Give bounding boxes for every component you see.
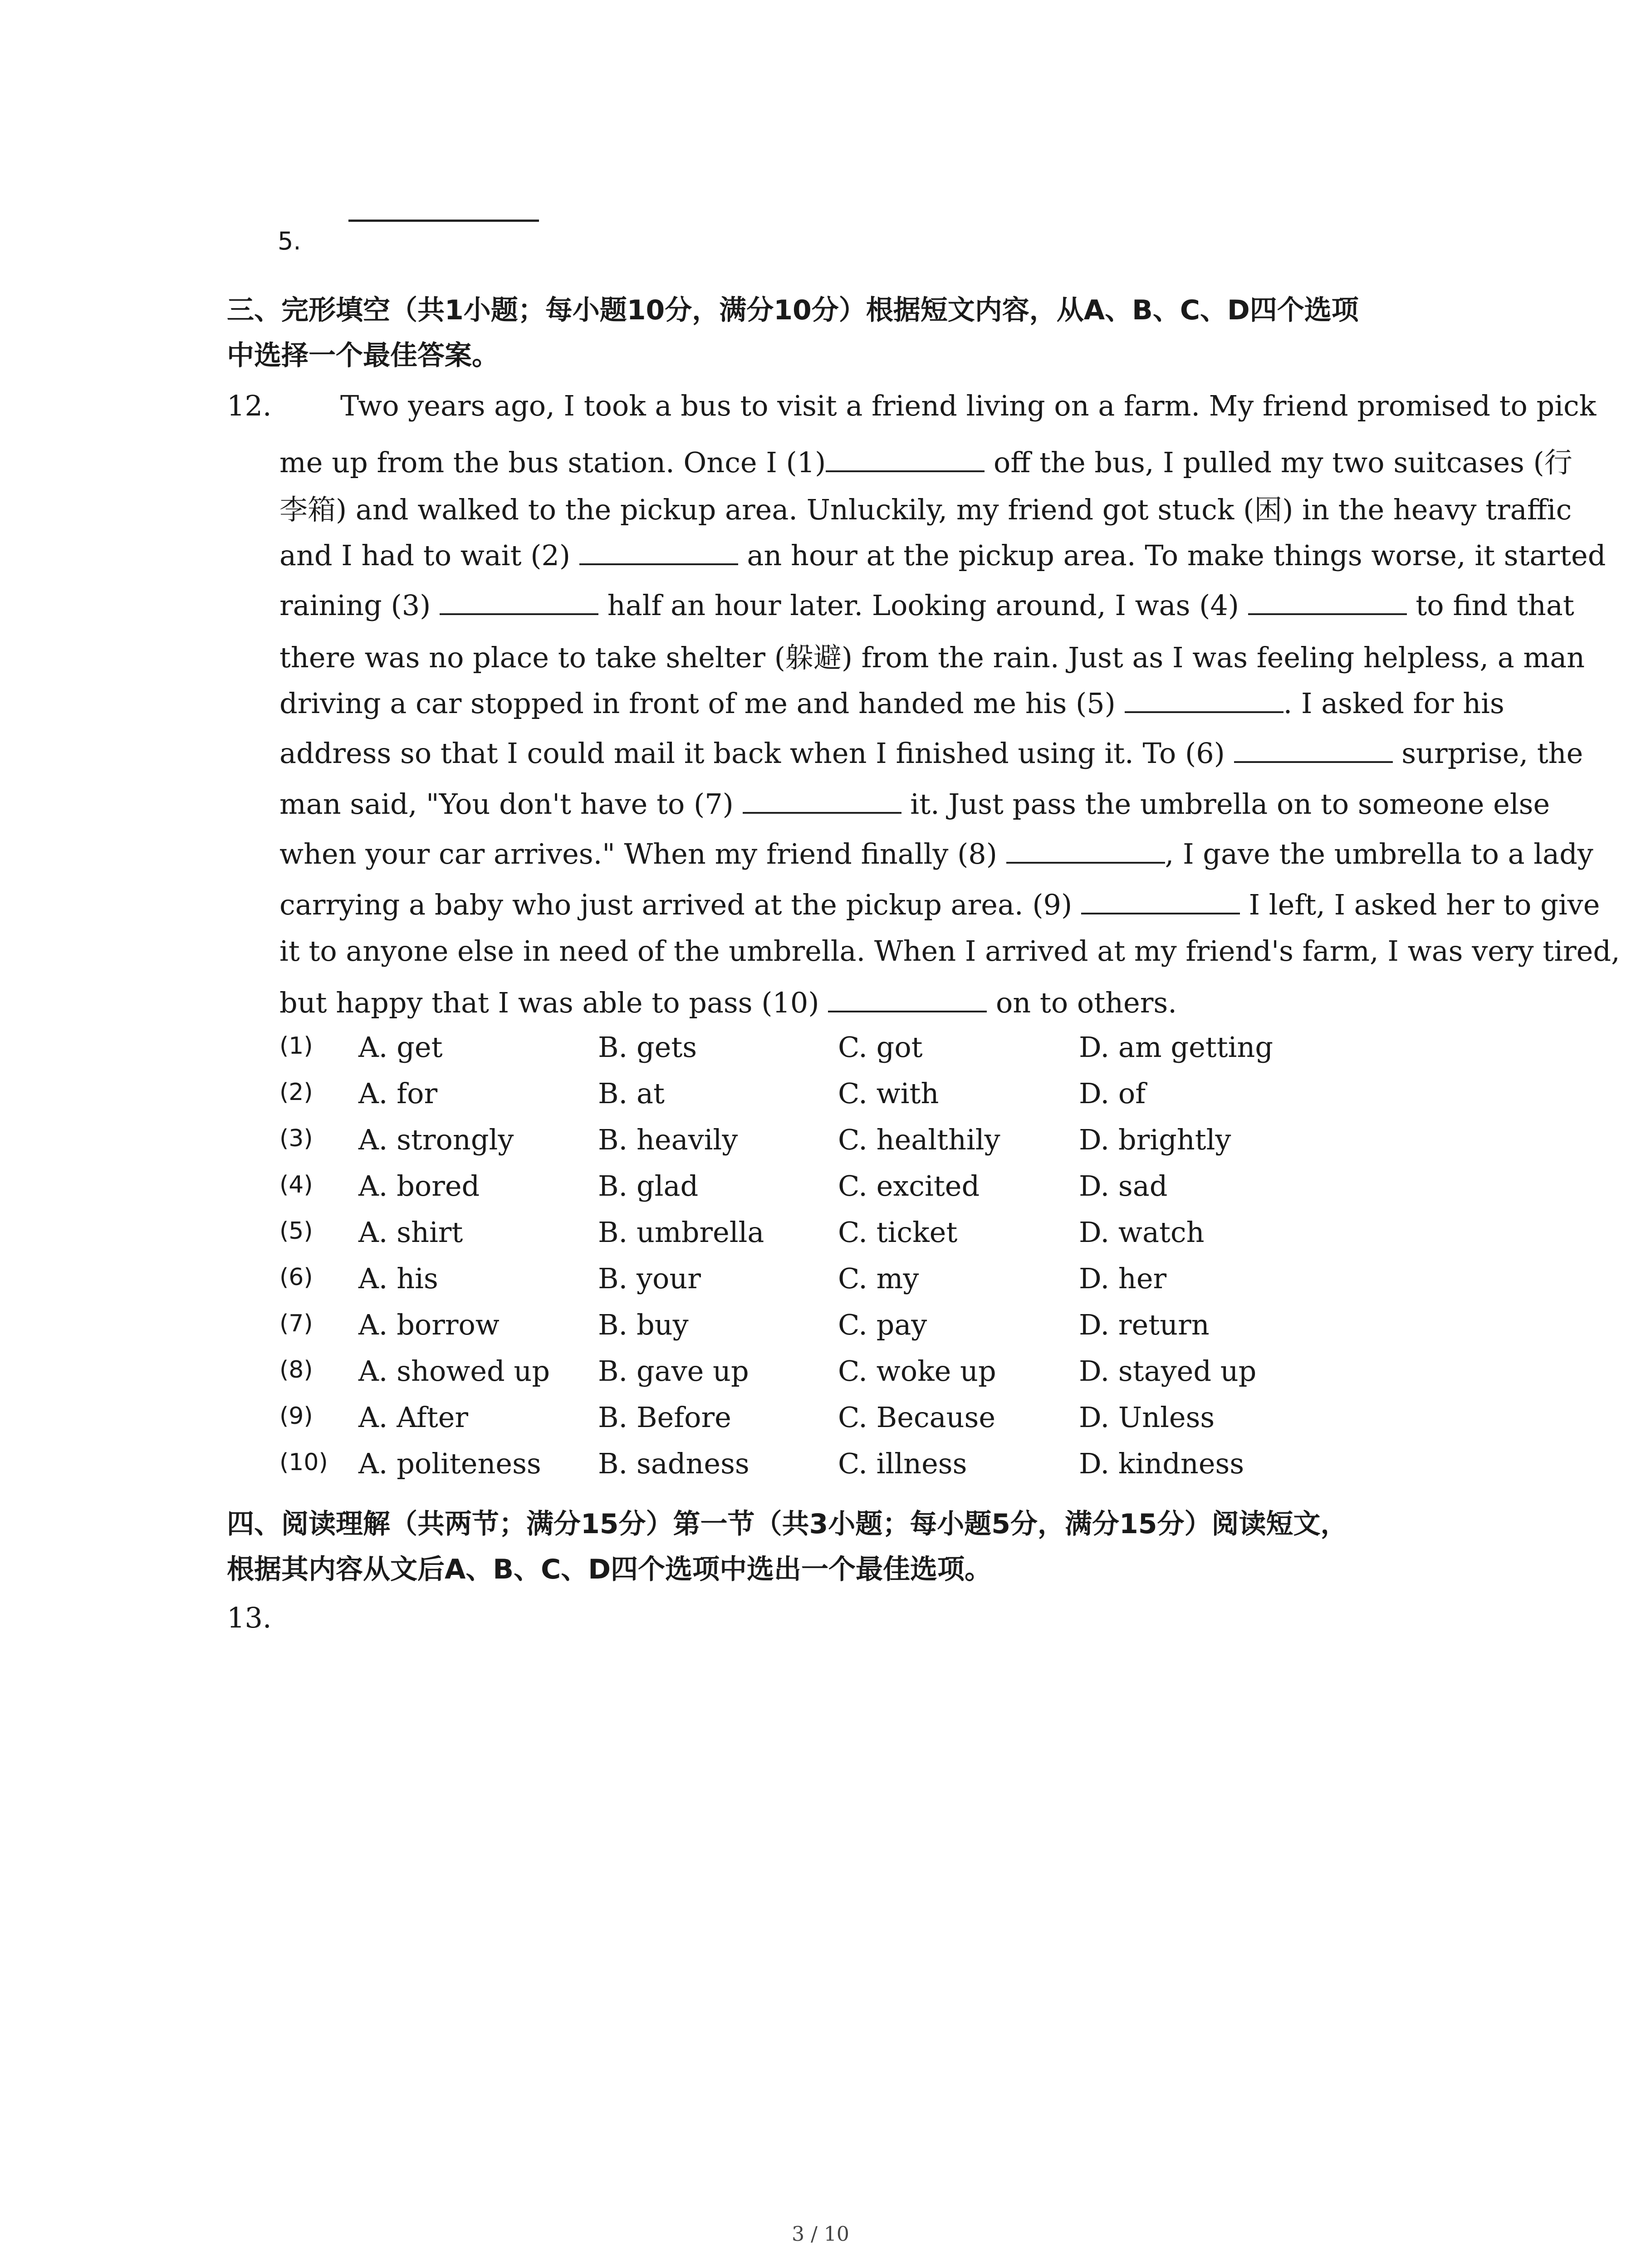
passage-text: and I had to wait (2) xyxy=(279,538,579,572)
option-c[interactable]: C. Because xyxy=(838,1401,996,1434)
option-row-number: (9) xyxy=(279,1403,313,1430)
option-b[interactable]: B. Before xyxy=(598,1401,731,1434)
option-b[interactable]: B. gave up xyxy=(598,1354,749,1388)
option-row-number: (5) xyxy=(279,1217,313,1245)
passage-line xyxy=(279,934,1620,968)
option-b[interactable]: B. buy xyxy=(598,1308,689,1341)
answer-blank[interactable] xyxy=(828,985,987,1012)
passage-text: me up from the bus station. Once I (1) xyxy=(279,446,826,479)
option-b[interactable]: B. glad xyxy=(598,1169,699,1202)
passage-text: surprise, the xyxy=(1392,736,1583,770)
option-d[interactable]: D. brightly xyxy=(1079,1123,1231,1156)
passage-text: man said, "You don't have to (7) xyxy=(279,787,743,821)
option-c[interactable]: C. got xyxy=(838,1031,923,1064)
passage-text: , I gave the umbrella to a lady xyxy=(1165,837,1593,870)
answer-blank[interactable] xyxy=(440,588,598,615)
passage-text: it to anyone else in need of the umbrella. When I arrived at my friend's farm, I was very tired, xyxy=(279,934,1620,968)
passage-text: 李箱) and walked to the pickup area. Unluckily, my friend got stuck (困) in the heavy traffic xyxy=(279,493,1572,526)
option-a[interactable]: A. shirt xyxy=(358,1216,463,1249)
option-a[interactable]: A. politeness xyxy=(358,1447,541,1480)
question-12-number: 12. xyxy=(227,389,272,422)
option-a[interactable]: A. get xyxy=(358,1031,443,1064)
passage-line xyxy=(279,635,1585,675)
passage-text: address so that I could mail it back when I finished using it. To (6) xyxy=(279,736,1234,770)
option-row-number: (3) xyxy=(279,1125,313,1152)
passage-line xyxy=(279,538,1606,572)
option-d[interactable]: D. of xyxy=(1079,1077,1146,1110)
passage-text: Two years ago, I took a bus to visit a friend living on a farm. My friend promised to pick xyxy=(340,389,1597,422)
option-row-number: (10) xyxy=(279,1449,328,1476)
answer-blank[interactable] xyxy=(1248,588,1407,615)
option-b[interactable]: B. gets xyxy=(598,1031,697,1064)
option-d[interactable]: D. return xyxy=(1079,1308,1210,1341)
option-c[interactable]: C. my xyxy=(838,1262,919,1295)
section-3-heading-line1: 三、完形填空（共1小题；每小题10分，满分10分）根据短文内容，从A、B、C、D四个选项 xyxy=(227,294,1359,326)
option-c[interactable]: C. with xyxy=(838,1077,939,1110)
option-c[interactable]: C. ticket xyxy=(838,1216,958,1249)
passage-text: raining (3) xyxy=(279,588,440,622)
option-d[interactable]: D. Unless xyxy=(1079,1401,1215,1434)
option-c[interactable]: C. healthily xyxy=(838,1123,1000,1156)
answer-blank-5[interactable] xyxy=(348,220,539,222)
option-d[interactable]: D. her xyxy=(1079,1262,1167,1295)
option-row-number: (8) xyxy=(279,1356,313,1383)
passage-line xyxy=(340,389,1596,422)
answer-blank[interactable] xyxy=(1125,686,1283,713)
passage-line xyxy=(279,836,1593,870)
option-a[interactable]: A. for xyxy=(358,1077,438,1110)
passage-line xyxy=(279,686,1504,720)
passage-text: I left, I asked her to give xyxy=(1239,888,1600,921)
passage-line xyxy=(279,985,1177,1019)
passage-line xyxy=(279,887,1600,921)
passage-text: carrying a baby who just arrived at the pickup area. (9) xyxy=(279,888,1081,921)
passage-text: it. Just pass the umbrella on to someone else xyxy=(901,787,1550,821)
option-b[interactable]: B. sadness xyxy=(598,1447,749,1480)
section-4-heading-line2: 根据其内容从文后A、B、C、D四个选项中选出一个最佳选项。 xyxy=(227,1554,992,1585)
section-3-heading-line2: 中选择一个最佳答案。 xyxy=(227,340,499,371)
option-d[interactable]: D. sad xyxy=(1079,1169,1168,1202)
option-a[interactable]: A. After xyxy=(358,1401,469,1434)
answer-blank[interactable] xyxy=(1081,887,1240,914)
question-13-number: 13. xyxy=(227,1601,272,1634)
passage-text: off the bus, I pulled my two suitcases (行 xyxy=(985,446,1572,479)
passage-line xyxy=(279,787,1550,821)
option-d[interactable]: D. stayed up xyxy=(1079,1354,1257,1388)
option-a[interactable]: A. borrow xyxy=(358,1308,500,1341)
option-c[interactable]: C. pay xyxy=(838,1308,927,1341)
option-b[interactable]: B. your xyxy=(598,1262,701,1295)
passage-line xyxy=(279,588,1574,622)
passage-text: there was no place to take shelter (躲避) from the rain. Just as I was feeling helpless, a man xyxy=(279,641,1585,674)
passage-text: to find that xyxy=(1406,588,1574,622)
section-4-heading-line1: 四、阅读理解（共两节；满分15分）第一节（共3小题；每小题5分，满分15分）阅读短文， xyxy=(227,1508,1348,1540)
option-row-number: (1) xyxy=(279,1032,313,1060)
passage-line xyxy=(279,487,1572,528)
option-d[interactable]: D. kindness xyxy=(1079,1447,1244,1480)
option-d[interactable]: D. watch xyxy=(1079,1216,1205,1249)
passage-line xyxy=(279,440,1572,480)
passage-text: half an hour later. Looking around, I was (4) xyxy=(598,588,1248,622)
option-a[interactable]: A. his xyxy=(358,1262,438,1295)
option-c[interactable]: C. woke up xyxy=(838,1354,996,1388)
option-c[interactable]: C. illness xyxy=(838,1447,967,1480)
answer-blank[interactable] xyxy=(743,787,901,814)
option-a[interactable]: A. strongly xyxy=(358,1123,514,1156)
passage-text: on to others. xyxy=(987,986,1177,1019)
answer-blank[interactable] xyxy=(1234,736,1393,763)
option-b[interactable]: B. umbrella xyxy=(598,1216,764,1249)
option-d[interactable]: D. am getting xyxy=(1079,1031,1274,1064)
option-row-number: (4) xyxy=(279,1171,313,1198)
passage-line xyxy=(279,736,1583,770)
option-b[interactable]: B. heavily xyxy=(598,1123,738,1156)
answer-blank[interactable] xyxy=(826,445,985,472)
passage-text: an hour at the pickup area. To make things worse, it started xyxy=(738,538,1606,572)
passage-text: . I asked for his xyxy=(1283,686,1504,720)
passage-text: driving a car stopped in front of me and handed me his (5) xyxy=(279,686,1125,720)
answer-blank[interactable] xyxy=(1006,836,1165,864)
passage-text: but happy that I was able to pass (10) xyxy=(279,986,828,1019)
option-a[interactable]: A. showed up xyxy=(358,1354,550,1388)
passage-text: when your car arrives." When my friend finally (8) xyxy=(279,837,1006,870)
option-b[interactable]: B. at xyxy=(598,1077,665,1110)
option-row-number: (2) xyxy=(279,1079,313,1106)
option-c[interactable]: C. excited xyxy=(838,1169,980,1202)
answer-blank[interactable] xyxy=(579,538,738,565)
item-number-5: 5. xyxy=(278,227,301,255)
option-row-number: (6) xyxy=(279,1264,313,1291)
page-number: 3 / 10 xyxy=(792,2223,849,2246)
option-a[interactable]: A. bored xyxy=(358,1169,480,1202)
option-row-number: (7) xyxy=(279,1310,313,1337)
